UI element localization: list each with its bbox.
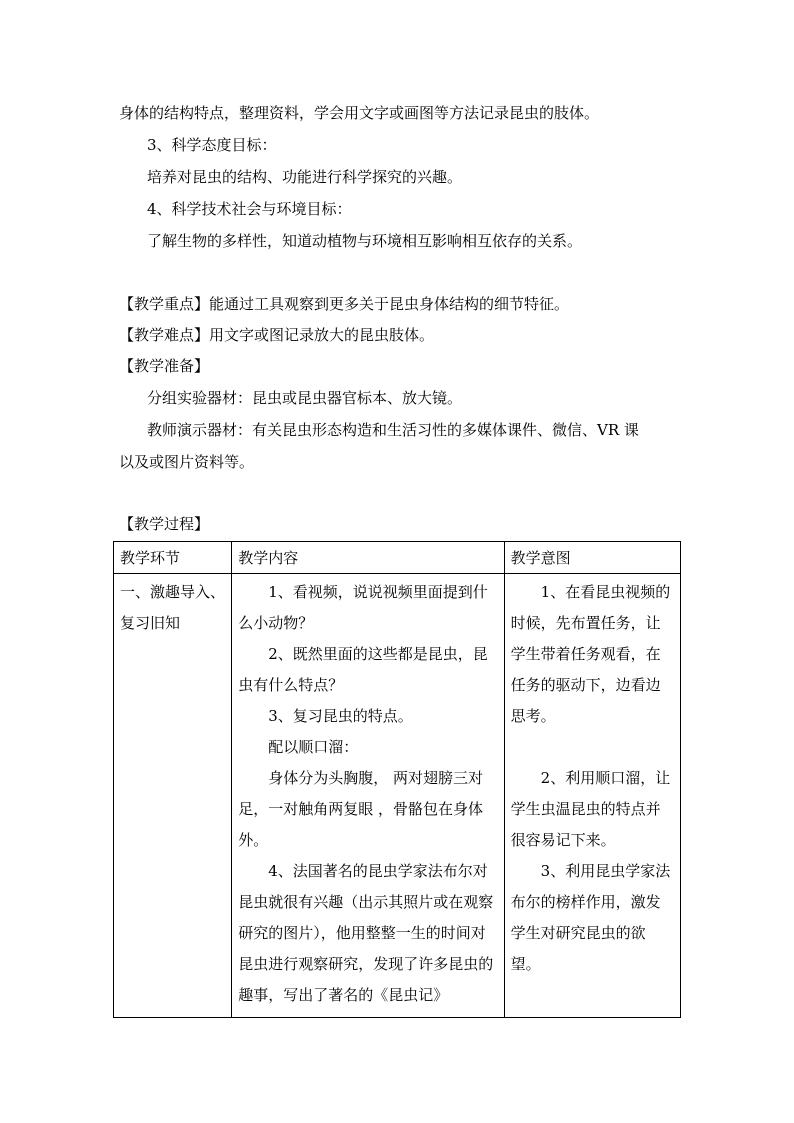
header-content: 教学内容 — [232, 542, 504, 574]
group-materials: 分组实验器材：昆虫或昆虫器官标本、放大镜。 — [147, 389, 463, 407]
intent-paragraph: 1、在看昆虫视频的时候，先布置任务，让学生带着任务观看，在任务的驱动下，边看边思考。 — [510, 583, 671, 725]
difficulty: 【教学难点】用文字或图记录放大的昆虫肢体。 — [119, 326, 435, 344]
content-cell — [232, 574, 504, 1018]
table-row — [114, 574, 681, 1018]
stse-objective-text: 了解生物的多样性，知道动植物与环境相互影响相互依存的关系。 — [147, 232, 583, 250]
teaching-process-table — [113, 541, 681, 1018]
attitude-objective-text: 培养对昆虫的结构、功能进行科学探究的兴趣。 — [147, 168, 463, 186]
table-header-row — [114, 542, 681, 574]
intent-spacer — [511, 732, 674, 763]
process-title: 【教学过程】 — [119, 515, 210, 533]
intent-cell — [504, 574, 680, 1018]
content-paragraph: 4、法国著名的昆虫学家法布尔对昆虫就很有兴趣（出示其照片或在观察研究的图片），他用整整一生的时间对昆虫进行观察研究，发现了许多昆虫的趣事，写出了著名的《昆虫记》 — [238, 862, 494, 1004]
content-paragraph: 3、复习昆虫的特点。 — [268, 707, 413, 725]
teacher-materials-line1: 教师演示器材：有关昆虫形态构造和生活习性的多媒体课件、微信、VR 课 — [147, 421, 639, 439]
attitude-objective-title: 3、科学态度目标： — [147, 136, 277, 154]
teacher-materials-line2: 以及或图片资料等。 — [119, 453, 255, 471]
content-paragraph: 配以顺口溜： — [268, 738, 359, 756]
header-intent: 教学意图 — [504, 542, 680, 574]
stse-objective-title: 4、科学技术社会与环境目标： — [147, 200, 352, 218]
stage-text: 一、激趣导入、复习旧知 — [120, 583, 226, 632]
intent-paragraph: 3、利用昆虫学家法布尔的榜样作用，激发学生对研究昆虫的欲望。 — [510, 862, 671, 973]
content-paragraph: 1、看视频，说说视频里面提到什么小动物？ — [238, 583, 488, 632]
content-paragraph: 2、既然里面的这些都是昆虫，昆虫有什么特点？ — [238, 645, 488, 694]
objective-text-line: 身体的结构特点，整理资料，学会用文字或画图等方法记录昆虫的肢体。 — [119, 104, 600, 122]
intent-paragraph: 2、利用顺口溜，让学生虫温昆虫的特点并很容易记下来。 — [510, 769, 671, 849]
header-stage: 教学环节 — [114, 542, 232, 574]
key-point: 【教学重点】能通过工具观察到更多关于昆虫身体结构的细节特征。 — [119, 295, 570, 313]
preparation-title: 【教学准备】 — [119, 357, 210, 375]
stage-cell — [114, 574, 232, 1018]
content-paragraph: 身体分为头胸腹， 两对翅膀三对足，一对触角两复眼 ，骨骼包在身体外。 — [238, 769, 483, 849]
